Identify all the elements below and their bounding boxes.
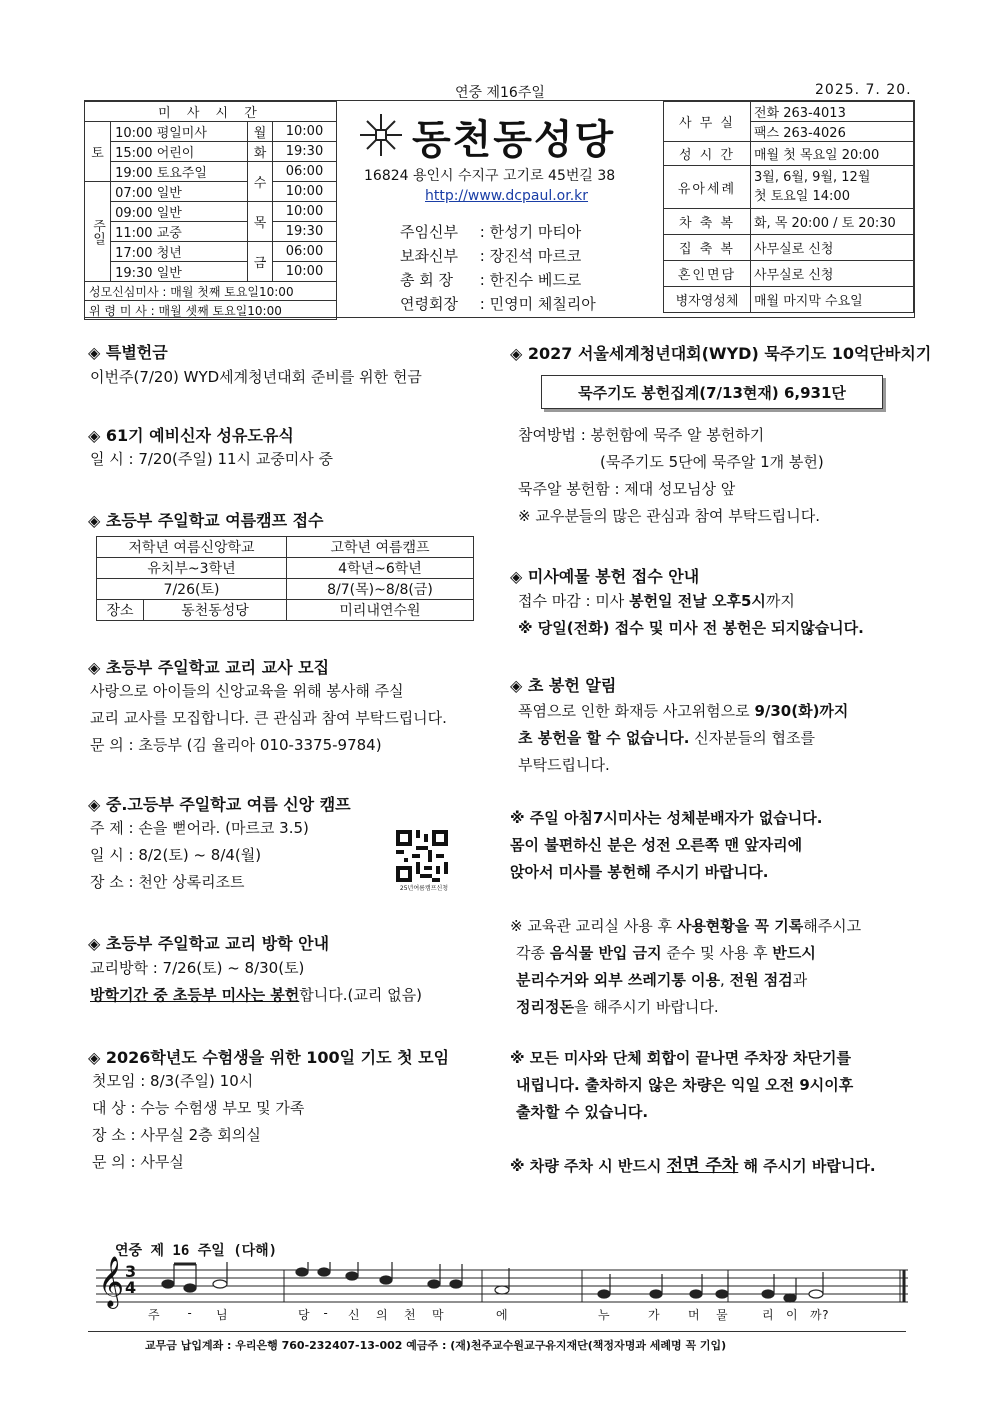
- lyric-syllable: 까?: [810, 1308, 829, 1322]
- thu-time-2: 19:30: [272, 222, 336, 242]
- staff-row: 연령회장 : 민영미 체칠리아: [400, 292, 596, 316]
- staff-row: 주임신부 : 한성기 마티아: [400, 220, 596, 244]
- weekday-tue: 화: [248, 142, 273, 162]
- text-span: 합니다.(교리 없음): [299, 986, 422, 1004]
- emphasis-text: 음식물 반입 금지: [549, 944, 662, 962]
- lyric-syllable: 님: [216, 1308, 228, 1322]
- wed-time-1: 06:00: [272, 162, 336, 182]
- text-span: 해 주시기 바랍니다.: [738, 1157, 876, 1175]
- text-line: [510, 940, 861, 967]
- text-span: 접수 마감 : 미사: [518, 592, 630, 610]
- camp-cell: 8/7(목)~8/8(금): [286, 579, 473, 600]
- emphasis-text: 전원 점검: [729, 971, 793, 989]
- text-line: ※ 모든 미사와 단체 회합이 끝나면 주차장 차단기를: [510, 1049, 851, 1067]
- lyric-syllable: 누: [598, 1308, 610, 1322]
- text-line: 참여방법 : 봉헌함에 묵주 알 봉헌하기: [518, 426, 765, 444]
- staff-row: 총 회 장 : 한진수 베드로: [400, 268, 596, 292]
- parish-info-table: [663, 101, 914, 313]
- lyric-syllable: 막: [432, 1308, 444, 1322]
- camp-cell: 유치부~3학년: [97, 558, 287, 579]
- text-line: [510, 994, 861, 1021]
- sun-mass-1: 07:00 일반: [111, 182, 248, 202]
- emphasis-text: 반드시: [772, 944, 816, 962]
- wed-time-2: 10:00: [272, 182, 336, 202]
- office-tel: 전화 263-4013: [751, 102, 914, 122]
- emphasis-text: 정리정돈: [516, 998, 574, 1016]
- text-span: 폭염으로 인한 화재등 사고위험으로: [518, 702, 755, 720]
- text-line: 첫모임 : 8/3(주일) 10시: [92, 1072, 254, 1090]
- sunday-title: 연중 제16주일: [455, 85, 545, 101]
- sun-mass-2: 09:00 일반: [111, 202, 248, 222]
- lyric-syllable: -: [322, 1306, 330, 1320]
- text-line: 부탁드립니다.: [518, 756, 610, 774]
- lyric-syllable: -: [186, 1306, 194, 1320]
- parking-direction-notice: [510, 1153, 876, 1180]
- weekday-wed: 수: [248, 162, 273, 202]
- teacher-recruit-text: [90, 678, 447, 759]
- candle-notice-text: [518, 698, 848, 779]
- emphasis-text: 분리수거와 외부 쓰레기통 이용: [516, 971, 721, 989]
- special-collection-heading: ◈ 특별헌금: [88, 343, 168, 362]
- cross-logo-icon: [358, 112, 404, 158]
- house-blessing: 사무실로 신청: [751, 235, 914, 261]
- fri-time-1: 06:00: [272, 242, 336, 262]
- emphasis-text: 전면 주차: [666, 1156, 739, 1176]
- weekday-fri: 금: [248, 242, 273, 282]
- camp-cell: 미리내연수원: [286, 600, 473, 621]
- exam-prayer-heading: ◈ 2026학년도 수험생을 위한 100일 기도 첫 모임: [88, 1048, 450, 1067]
- office-fax: 팩스 263-4026: [751, 122, 914, 142]
- sunday-label: 주일: [85, 182, 111, 282]
- song-title: 연중 제 16 주일 (다해): [115, 1243, 278, 1259]
- baptism-time: 첫 토요일 14:00: [754, 189, 850, 204]
- requiem-mass: 위 령 미 사 : 매월 셋째 토요일10:00: [85, 301, 337, 320]
- mass-offering-heading: ◈ 미사예물 봉헌 접수 안내: [510, 567, 700, 586]
- footer-account: 교무금 납입계좌 : 우리은행 760-232407-13-002 예금주 : (재)천주교수원교구유지재단(책정자명과 세례명 꼭 기입): [145, 1339, 727, 1352]
- issue-date: 2025. 7. 20.: [815, 82, 912, 98]
- text-line: ※ 주일 아침7시미사는 성체분배자가 없습니다.: [510, 809, 823, 827]
- weekday-mon: 월: [248, 122, 273, 142]
- lyric-syllable: 머: [688, 1308, 700, 1322]
- weekday-thu: 목: [248, 202, 273, 242]
- text-line: 출차할 수 있습니다.: [516, 1103, 649, 1121]
- youth-camp-heading: ◈ 중.고등부 주일학교 여름 신앙 캠프: [88, 795, 351, 814]
- church-address: 16824 용인시 수지구 고기로 45번길 38: [364, 168, 616, 184]
- catechism-break-text: [90, 955, 422, 1009]
- staff-row: 보좌신부 : 장진석 마르코: [400, 244, 596, 268]
- holy-hour-label: 성 시 간: [664, 142, 751, 166]
- catechumen-text: 일 시 : 7/20(주일) 11시 교중미사 중: [90, 450, 334, 468]
- text-line: [518, 588, 864, 615]
- text-span: ,: [720, 971, 730, 989]
- mass-offering-text: [518, 588, 864, 642]
- holy-hour: 매월 첫 목요일 20:00: [751, 142, 914, 166]
- text-span: ※ 교육관 교리실 사용 후: [510, 917, 677, 935]
- youth-camp-text: [90, 815, 309, 896]
- baptism-info: [751, 166, 914, 209]
- sun-mass-5: 19:30 일반: [111, 262, 248, 282]
- rosary-count: 묵주기도 봉헌집계(7/13현재) 6,931단: [578, 383, 846, 402]
- baptism-label: 유아세례: [664, 166, 751, 209]
- church-name: 동천동성당: [412, 117, 616, 163]
- emphasis-text: 초 봉헌을 할 수 없습니다.: [518, 729, 690, 747]
- camp-col-1: 저학년 여름신앙학교: [97, 537, 287, 558]
- lyric-syllable: 이: [786, 1308, 798, 1322]
- saturday-label: 토: [85, 122, 111, 182]
- mon-time: 10:00: [272, 122, 336, 142]
- emphasis-text: 봉헌일 전날 오후5시: [629, 592, 766, 610]
- text-line: 장 소 : 사무실 2층 회의실: [92, 1126, 261, 1144]
- text-span: 각종: [516, 944, 550, 962]
- text-line: (묵주기도 5단에 묵주알 1개 봉헌): [600, 453, 824, 471]
- classroom-notice: [510, 913, 861, 1021]
- time-signature-top: 3: [125, 1262, 137, 1281]
- text-line: 문 의 : 초등부 (김 율리아 010-3375-9784): [90, 736, 382, 754]
- exam-prayer-text: [92, 1068, 304, 1176]
- marian-mass: 성모신심미사 : 매월 첫째 토요일10:00: [85, 282, 337, 301]
- sat-mass-1: 10:00 평일미사: [111, 122, 248, 142]
- text-line: 교리방학 : 7/26(토) ~ 8/30(토): [90, 959, 305, 977]
- church-staff: [400, 220, 596, 316]
- catechism-break-heading: ◈ 초등부 주일학교 교리 방학 안내: [88, 934, 330, 953]
- thu-time-1: 10:00: [272, 202, 336, 222]
- office-label: 사 무 실: [664, 102, 751, 142]
- lyric-syllable: 주: [148, 1308, 160, 1322]
- text-line: 교리 교사를 모집합니다. 큰 관심과 참여 부탁드립니다.: [90, 709, 447, 727]
- camp-col-2: 고학년 여름캠프: [286, 537, 473, 558]
- lyric-syllable: 물: [716, 1308, 728, 1322]
- staff-role: 주임신부: [400, 223, 458, 241]
- text-span: ※ 차량 주차 시 반드시: [510, 1157, 667, 1175]
- text-line: 대 상 : 수능 수험생 부모 및 가족: [92, 1099, 305, 1117]
- text-line: [510, 967, 861, 994]
- sun-mass-4: 17:00 청년: [111, 242, 248, 262]
- lyric-syllable: 천: [404, 1308, 416, 1322]
- special-collection-text: 이번주(7/20) WYD세계청년대회 준비를 위한 헌금: [90, 368, 422, 386]
- staff-name: 한진수 베드로: [489, 271, 582, 289]
- text-line: 몸이 불편하신 분은 성전 오른쪽 맨 앞자리에: [510, 836, 803, 854]
- text-line: 앉아서 미사를 봉헌해 주시기 바랍니다.: [510, 863, 769, 881]
- camp-cell: 7/26(토): [97, 579, 287, 600]
- lyric-syllable: 신: [348, 1308, 360, 1322]
- catechumen-heading: ◈ 61기 예비신자 성유도유식: [88, 426, 294, 445]
- text-line: [518, 698, 848, 725]
- summer-camp-table: [96, 536, 474, 621]
- camp-cell: 4학년~6학년: [286, 558, 473, 579]
- marriage-label: 혼인면담: [664, 261, 751, 287]
- wyd-rosary-heading: ◈ 2027 서울세계청년대회(WYD) 묵주기도 10억단바치기: [510, 344, 932, 363]
- staff-name: 장진석 마르코: [489, 247, 582, 265]
- camp-cell: 동천동성당: [144, 600, 287, 621]
- emphasis-text: 사용현황을 꼭 기록: [676, 917, 804, 935]
- camp-cell: 장소: [97, 600, 144, 621]
- lyric-syllable: 가: [648, 1308, 660, 1322]
- text-span: 해주시고: [803, 917, 862, 935]
- lyric-syllable: 의: [376, 1308, 388, 1322]
- church-website-link[interactable]: http://www.dcpaul.or.kr: [425, 188, 589, 204]
- text-span: 준수 및 사용 후: [661, 944, 773, 962]
- mass-title: 미 사 시 간: [85, 102, 337, 122]
- parking-gate-notice: [510, 1045, 853, 1126]
- text-line: 장 소 : 천안 상록리조트: [90, 873, 245, 891]
- text-line: [90, 982, 422, 1009]
- text-span: 과: [792, 971, 808, 989]
- sun-mass-3: 11:00 교중: [111, 222, 248, 242]
- text-line: 일 시 : 8/2(토) ~ 8/4(월): [90, 846, 262, 864]
- lyric-syllable: 리: [762, 1308, 774, 1322]
- text-line: 주 제 : 손을 뻗어라. (마르코 3.5): [90, 819, 309, 837]
- sick-communion: 매월 마지막 수요일: [751, 287, 914, 313]
- summer-camp-heading: ◈ 초등부 주일학교 여름캠프 접수: [88, 511, 324, 530]
- text-line: 사랑으로 아이들의 신앙교육을 위해 봉사해 주실: [90, 682, 404, 700]
- text-line: 문 의 : 사무실: [92, 1153, 184, 1171]
- text-line: [510, 913, 861, 940]
- sat-mass-3: 19:00 토요주일: [111, 162, 248, 182]
- text-line: ※ 당일(전화) 접수 및 미사 전 봉헌은 되지않습니다.: [518, 619, 864, 637]
- text-line: 내립니다. 출차하지 않은 차량은 익일 오전 9시이후: [516, 1076, 854, 1094]
- baptism-months: 3월, 6월, 9월, 12월: [754, 170, 871, 185]
- emphasis-text: 방학기간 중 초등부 미사는 봉헌: [90, 986, 300, 1004]
- car-blessing-label: 차 축 복: [664, 209, 751, 235]
- text-line: 묵주알 봉헌함 : 제대 성모님상 앞: [518, 480, 736, 498]
- fri-time-2: 10:00: [272, 262, 336, 282]
- marriage-info: 사무실로 신청: [751, 261, 914, 287]
- emphasis-text: 9/30(화)까지: [754, 702, 849, 720]
- staff-role: 총 회 장: [400, 271, 454, 289]
- text-line: ※ 교우분들의 많은 관심과 참여 부탁드립니다.: [518, 507, 820, 525]
- car-blessing: 화, 목 20:00 / 토 20:30: [751, 209, 914, 235]
- footer-divider: [88, 1331, 906, 1332]
- text-line: [518, 725, 848, 752]
- text-span: 까지: [765, 592, 795, 610]
- early-mass-notice: [510, 805, 822, 886]
- text-span: 을 해주시기 바랍니다.: [573, 998, 719, 1016]
- tue-time: 19:30: [272, 142, 336, 162]
- staff-role: 보좌신부: [400, 247, 458, 265]
- qr-code[interactable]: [396, 830, 448, 882]
- mass-schedule-table: [84, 101, 337, 320]
- house-blessing-label: 집 축 복: [664, 235, 751, 261]
- lyric-syllable: 에: [496, 1308, 508, 1322]
- staff-name: 민영미 체칠리아: [489, 295, 596, 313]
- sick-communion-label: 병자영성체: [664, 287, 751, 313]
- treble-clef-icon: 𝄞: [98, 1256, 125, 1307]
- rosary-count-box: [541, 375, 883, 409]
- wyd-rosary-text: [518, 422, 824, 530]
- sat-mass-2: 15:00 어린이: [111, 142, 248, 162]
- qr-caption: 25년여름캠프신청: [399, 885, 449, 892]
- staff-role: 연령회장: [400, 295, 458, 313]
- lyric-syllable: 당: [298, 1308, 310, 1322]
- candle-notice-heading: ◈ 초 봉헌 알림: [510, 676, 617, 695]
- music-notes: [150, 1262, 830, 1312]
- text-span: 신자분들의 협조를: [689, 729, 815, 747]
- time-signature-bottom: 4: [125, 1278, 137, 1297]
- staff-name: 한성기 마티아: [489, 223, 582, 241]
- teacher-recruit-heading: ◈ 초등부 주일학교 교리 교사 모집: [88, 658, 330, 677]
